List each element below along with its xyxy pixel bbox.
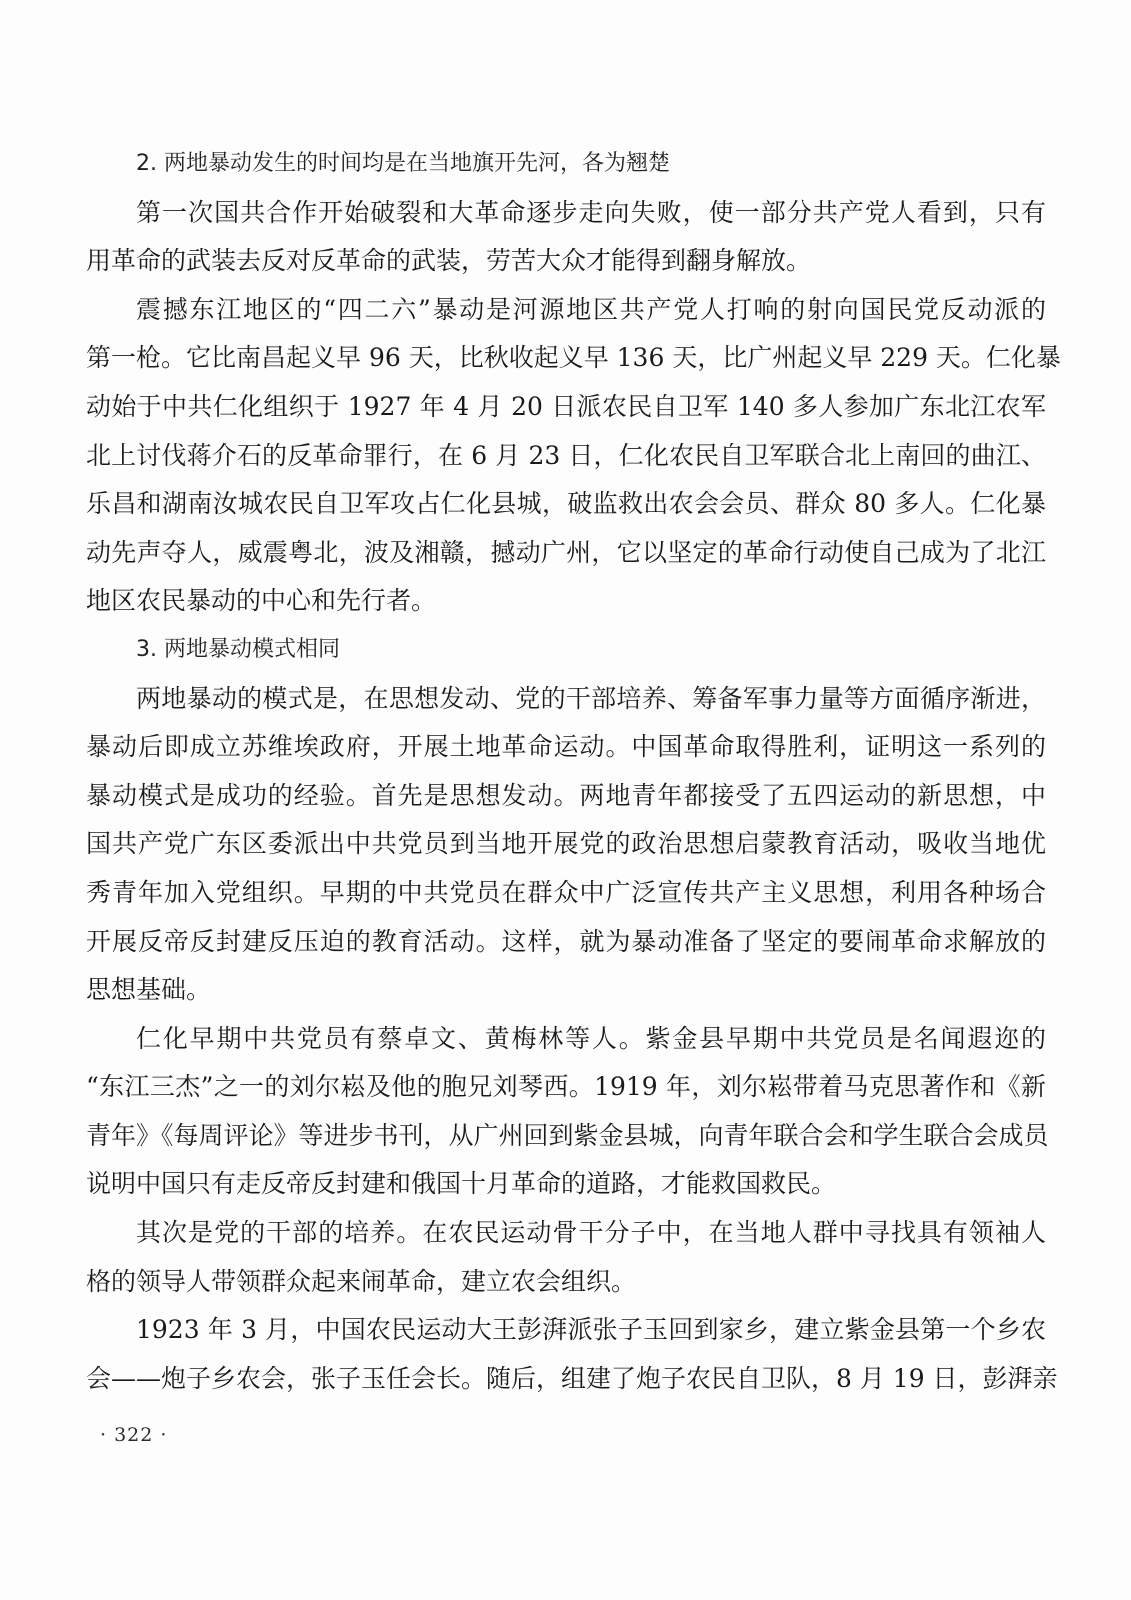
paragraph-line: “东江三杰”之一的刘尔崧及他的胞兄刘琴西。1919 年，刘尔崧带着马克思著作和《新 <box>86 1072 1046 1102</box>
section-heading-3: 3. 两地暴动模式相同 <box>136 636 340 662</box>
paragraph-line: 两地暴动的模式是，在思想发动、党的干部培养、筹备军事力量等方面循序渐进， <box>136 683 1046 713</box>
paragraph-line: 其次是党的干部的培养。在农民运动骨干分子中，在当地人群中寻找具有领袖人 <box>136 1218 1046 1248</box>
paragraph-line: 第一枪。它比南昌起义早 96 天，比秋收起义早 136 天，比广州起义早 229 天。仁化暴 <box>86 343 1061 373</box>
paragraph-line: 动先声夺人，威震粤北，波及湘赣，撼动广州，它以坚定的革命行动使自己成为了北江 <box>86 537 1046 567</box>
paragraph-line: 暴动模式是成功的经验。首先是思想发动。两地青年都接受了五四运动的新思想，中 <box>86 780 1046 810</box>
page-number: · 322 · <box>100 1424 168 1446</box>
paragraph-line: 会——炮子乡农会，张子玉任会长。随后，组建了炮子农民自卫队，8 月 19 日，彭湃亲 <box>86 1363 1058 1393</box>
paragraph-line: 暴动后即成立苏维埃政府，开展土地革命运动。中国革命取得胜利，证明这一系列的 <box>86 732 1046 762</box>
paragraph-line: 第一次国共合作开始破裂和大革命逐步走向失败，使一部分共产党人看到，只有 <box>136 197 1046 227</box>
section-heading-2: 2. 两地暴动发生的时间均是在当地旗开先河，各为翘楚 <box>136 151 670 176</box>
paragraph-line: 国共产党广东区委派出中共党员到当地开展党的政治思想启蒙教育活动，吸收当地优 <box>86 829 1046 859</box>
paragraph-line: 1923 年 3 月，中国农民运动大王彭湃派张子玉回到家乡，建立紫金县第一个乡农 <box>136 1315 1046 1345</box>
paragraph-line: 震撼东江地区的“四二六”暴动是河源地区共产党人打响的射向国民党反动派的 <box>136 294 1046 324</box>
paragraph-line: 动始于中共仁化组织于 1927 年 4 月 20 日派农民自卫军 140 多人参加广东北江农军 <box>86 391 1046 421</box>
paragraph-line: 思想基础。 <box>86 975 212 1005</box>
paragraph-line: 青年》《每周评论》等进步书刊，从广州回到紫金县城，向青年联合会和学生联合会成员 <box>86 1120 1049 1150</box>
paragraph-line: 地区农民暴动的中心和先行者。 <box>86 586 437 616</box>
paragraph-line: 北上讨伐蒋介石的反革命罪行，在 6 月 23 日，仁化农民自卫军联合北上南回的曲江、 <box>86 440 1046 470</box>
page-body <box>86 140 1061 1403</box>
paragraph-line: 乐昌和湖南汝城农民自卫军攻占仁化县城，破监救出农会会员、群众 80 多人。仁化暴 <box>86 489 1046 519</box>
paragraph-line: 说明中国只有走反帝反封建和俄国十月革命的道路，才能救国救民。 <box>86 1169 837 1199</box>
paragraph-line: 秀青年加入党组织。早期的中共党员在群众中广泛宣传共产主义思想，利用各种场合 <box>86 877 1046 907</box>
paragraph-line: 用革命的武装去反对反革命的武装，劳苦大众才能得到翻身解放。 <box>86 246 812 276</box>
paragraph-line: 仁化早期中共党员有蔡卓文、黄梅林等人。紫金县早期中共党员是名闻遐迩的 <box>136 1023 1046 1053</box>
paragraph-line: 开展反帝反封建反压迫的教育活动。这样，就为暴动准备了坚定的要闹革命求解放的 <box>86 926 1046 956</box>
paragraph-line: 格的领导人带领群众起来闹革命，建立农会组织。 <box>86 1266 637 1296</box>
